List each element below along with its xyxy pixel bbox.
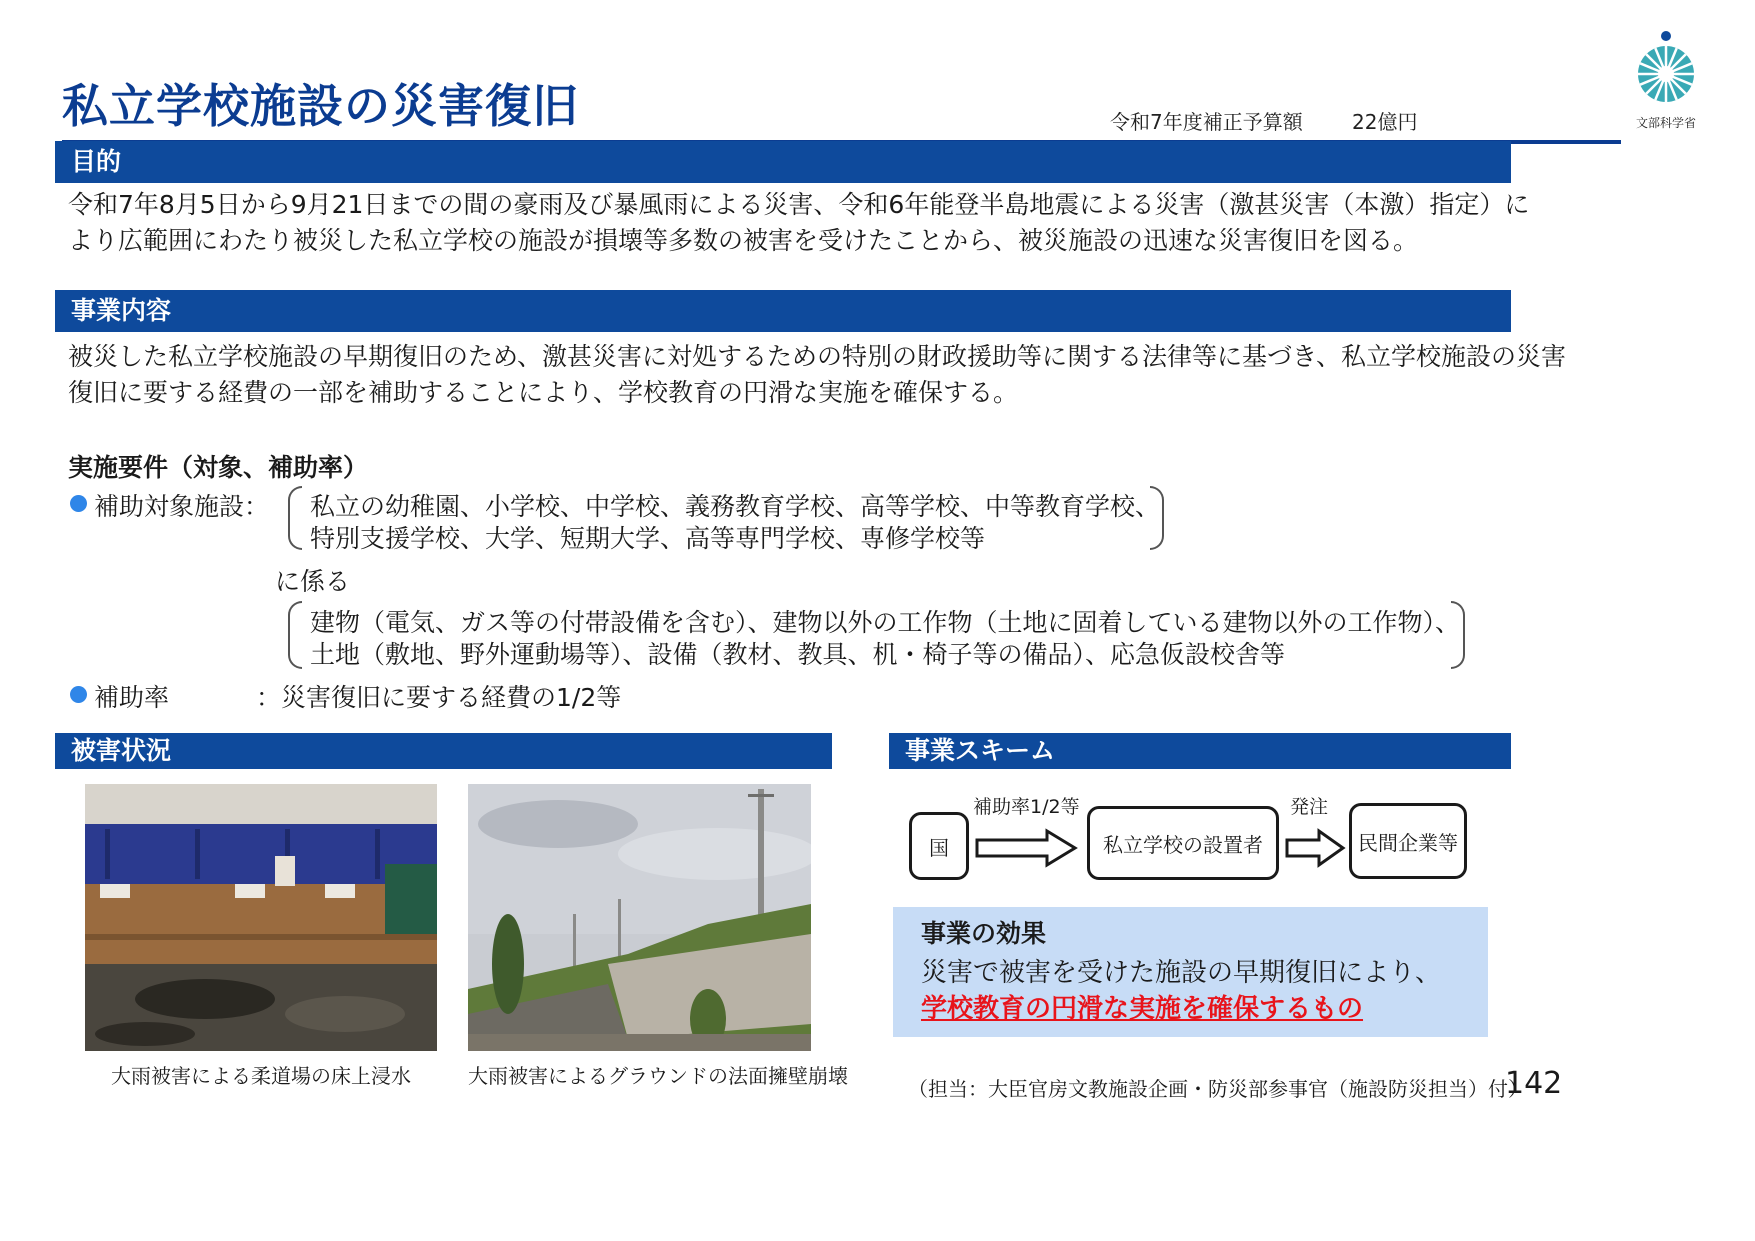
budget-value: 22億円	[1352, 110, 1418, 134]
budget-label: 令和7年度補正予算額	[1110, 110, 1303, 134]
purpose-text	[68, 187, 1529, 259]
effect-line-1: 災害で被害を受けた施設の早期復旧により、	[921, 958, 1442, 988]
photo-retaining-wall-collapse	[468, 784, 811, 1051]
section-damage-heading: 被害状況	[55, 733, 832, 769]
purpose-line-1: 令和7年8月5日から9月21日までの間の豪雨及び暴風雨による災害、令和6年能登半島地震による災害（激甚災害（本激）指定）に	[68, 190, 1530, 219]
business-line-1: 被災した私立学校施設の早期復旧のため、激甚災害に対処するための特別の財政援助等に関する法律等に基づき、私立学校施設の災害	[68, 342, 1567, 371]
bracket-right	[1150, 486, 1164, 550]
bullet-dot	[70, 686, 87, 703]
photo-judo-hall-flood	[85, 784, 437, 1051]
arrow1-label: 補助率1/2等	[973, 796, 1080, 818]
page-title: 私立学校施設の災害復旧	[62, 79, 579, 133]
right-arrow-icon	[1285, 828, 1347, 868]
bracket-left	[288, 601, 302, 669]
node-founder-label: 私立学校の設置者	[1103, 832, 1263, 857]
node-company	[1349, 803, 1467, 879]
bullet-dot	[70, 495, 87, 512]
node-country-label: 国	[929, 835, 949, 860]
right-arrow-icon	[975, 828, 1079, 868]
bracket-left	[288, 486, 302, 550]
ministry-emblem-icon	[1628, 30, 1704, 114]
requirements-heading: 実施要件（対象、補助率）	[68, 453, 369, 482]
arrow2-label: 発注	[1290, 796, 1329, 818]
ministry-logo	[1628, 30, 1704, 134]
business-text	[68, 339, 1566, 411]
target-line-1: 私立の幼稚園、小学校、中学校、義務教育学校、高等学校、中等教育学校、	[310, 492, 1161, 521]
section-business-heading: 事業内容	[55, 290, 1511, 332]
node-founder	[1087, 806, 1279, 880]
rate-label: 補助率	[94, 683, 170, 712]
relation-text: に係る	[275, 567, 351, 596]
facility-line-1: 建物（電気、ガス等の付帯設備を含む）、建物以外の工作物（土地に固着している建物以外の工作物）、	[310, 608, 1461, 637]
purpose-line-2: より広範囲にわたり被災した私立学校の施設が損壊等多数の被害を受けたことから、被災施設の迅速な災害復旧を図る。	[68, 226, 1419, 255]
facility-line-2: 土地（敷地、野外運動場等）、設備（教材、教具、机・椅子等の備品）、応急仮設校舎等	[310, 640, 1286, 669]
node-company-label: 民間企業等	[1358, 830, 1458, 855]
contact-note: （担当：大臣官房文教施設企画・防災部参事官（施設防災担当）付）	[908, 1077, 1528, 1101]
section-scheme-heading: 事業スキーム	[889, 733, 1511, 769]
section-purpose-heading: 目的	[55, 141, 1511, 183]
photo1-caption: 大雨被害による柔道場の床上浸水	[111, 1064, 411, 1088]
logo-text: 文部科学省	[1635, 116, 1696, 130]
business-line-2: 復旧に要する経費の一部を補助することにより、学校教育の円滑な実施を確保する。	[68, 378, 1019, 407]
effect-line-2: 学校教育の円滑な実施を確保するもの	[921, 994, 1364, 1024]
photo2-caption: 大雨被害によるグラウンドの法面擁壁崩壊	[468, 1064, 848, 1088]
target-line-2: 特別支援学校、大学、短期大学、高等専門学校、専修学校等	[310, 524, 986, 553]
page-number: 142	[1505, 1066, 1563, 1101]
node-country	[909, 812, 969, 880]
rate-value: ：災害復旧に要する経費の1/2等	[256, 683, 622, 712]
effect-heading: 事業の効果	[921, 919, 1047, 948]
bracket-right	[1451, 601, 1465, 669]
target-label: 補助対象施設：	[94, 492, 270, 521]
